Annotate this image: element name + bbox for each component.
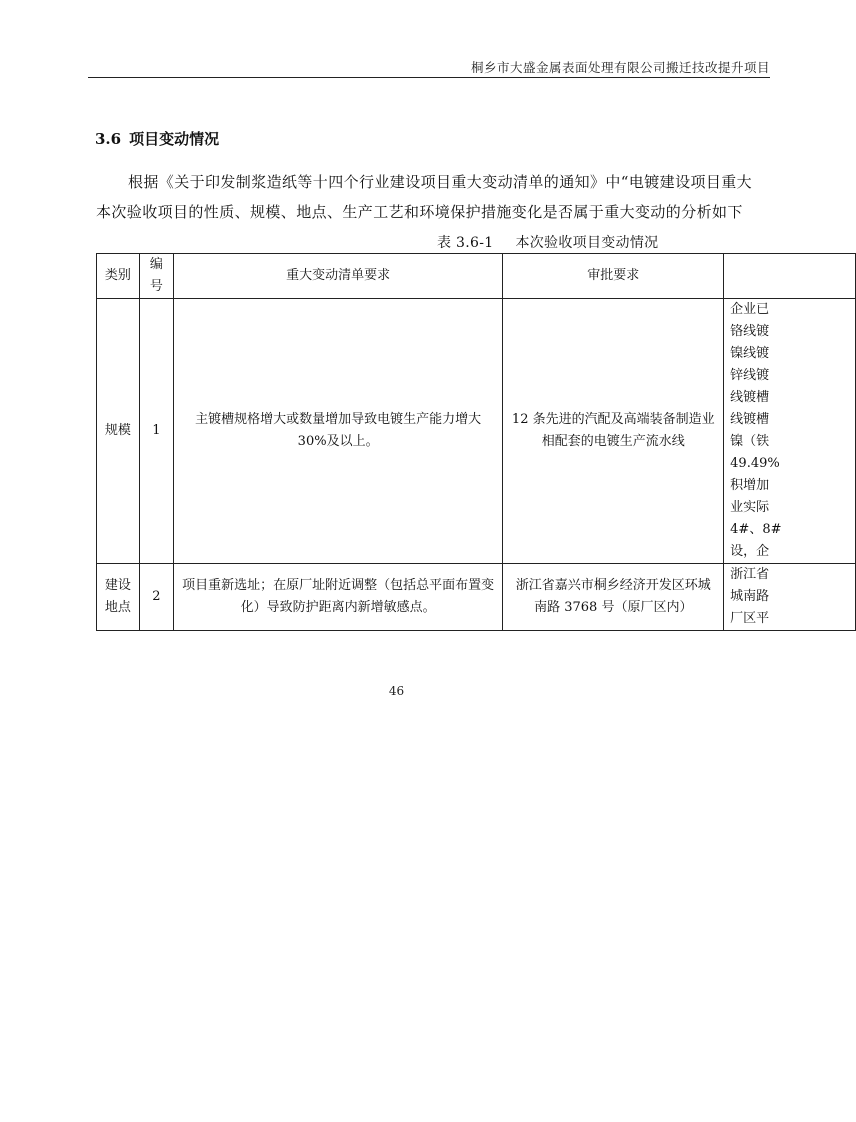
header-rule bbox=[88, 77, 770, 78]
table-caption-label: 表 3.6-1 bbox=[437, 235, 494, 251]
change-table bbox=[96, 253, 856, 631]
actual-line: 4#、8# bbox=[730, 522, 782, 537]
section-heading bbox=[95, 128, 219, 149]
page-number: 46 bbox=[388, 684, 405, 698]
actual-line: 线镀槽 bbox=[730, 390, 770, 405]
actual-line: 铬线镀 bbox=[730, 324, 770, 339]
cell-actual bbox=[724, 299, 856, 564]
header-category: 类别 bbox=[97, 254, 140, 299]
actual-line: 线镀槽 bbox=[730, 412, 770, 427]
header-number: 编号 bbox=[139, 254, 173, 299]
actual-line: 49.49% bbox=[730, 456, 780, 471]
actual-line: 设，企 bbox=[730, 544, 770, 559]
cell-number: 1 bbox=[139, 299, 173, 564]
header-approval: 审批要求 bbox=[503, 254, 724, 299]
category-line: 地点 bbox=[104, 600, 131, 615]
table-header-row bbox=[97, 254, 856, 299]
cell-category bbox=[97, 564, 140, 631]
actual-line: 城南路 bbox=[730, 589, 770, 604]
actual-line: 浙江省 bbox=[730, 567, 770, 582]
header-requirement: 重大变动清单要求 bbox=[173, 254, 503, 299]
actual-line: 锌线镀 bbox=[730, 368, 770, 383]
cell-actual bbox=[724, 564, 856, 631]
running-header: 桐乡市大盛金属表面处理有限公司搬迁技改提升项目 bbox=[470, 60, 770, 75]
actual-line: 业实际 bbox=[730, 500, 770, 515]
actual-line: 厂区平 bbox=[730, 611, 770, 626]
table-row bbox=[97, 299, 856, 564]
cell-approval: 浙江省嘉兴市桐乡经济开发区环城南路 3768 号（原厂区内） bbox=[503, 564, 724, 631]
actual-line: 镍线镀 bbox=[730, 346, 770, 361]
cell-requirement: 主镀槽规格增大或数量增加导致电镀生产能力增大 30%及以上。 bbox=[173, 299, 503, 564]
table-caption bbox=[437, 232, 658, 252]
category-line: 建设 bbox=[104, 578, 131, 593]
cell-category: 规模 bbox=[97, 299, 140, 564]
cell-requirement: 项目重新选址；在原厂址附近调整（包括总平面布置变化）导致防护距离内新增敏感点。 bbox=[173, 564, 503, 631]
cell-number: 2 bbox=[139, 564, 173, 631]
actual-line: 积增加 bbox=[730, 478, 770, 493]
change-table-container bbox=[96, 253, 782, 633]
paragraph-line-2: 本次验收项目的性质、规模、地点、生产工艺和环境保护措施变化是否属于重大变动的分析如下 bbox=[96, 203, 743, 221]
paragraph-line-1: 根据《关于印发制浆造纸等十四个行业建设项目重大变动清单的通知》中“电镀建设项目重大 bbox=[128, 173, 753, 191]
table-caption-title: 本次验收项目变动情况 bbox=[515, 235, 659, 251]
cell-approval: 12 条先进的汽配及高端装备制造业相配套的电镀生产流水线 bbox=[503, 299, 724, 564]
section-title: 项目变动情况 bbox=[129, 130, 220, 148]
section-number: 3.6 bbox=[95, 130, 122, 148]
actual-line: 镍（铁 bbox=[730, 434, 770, 449]
actual-line: 企业已 bbox=[730, 302, 770, 317]
header-actual bbox=[724, 254, 856, 299]
table-row bbox=[97, 564, 856, 631]
